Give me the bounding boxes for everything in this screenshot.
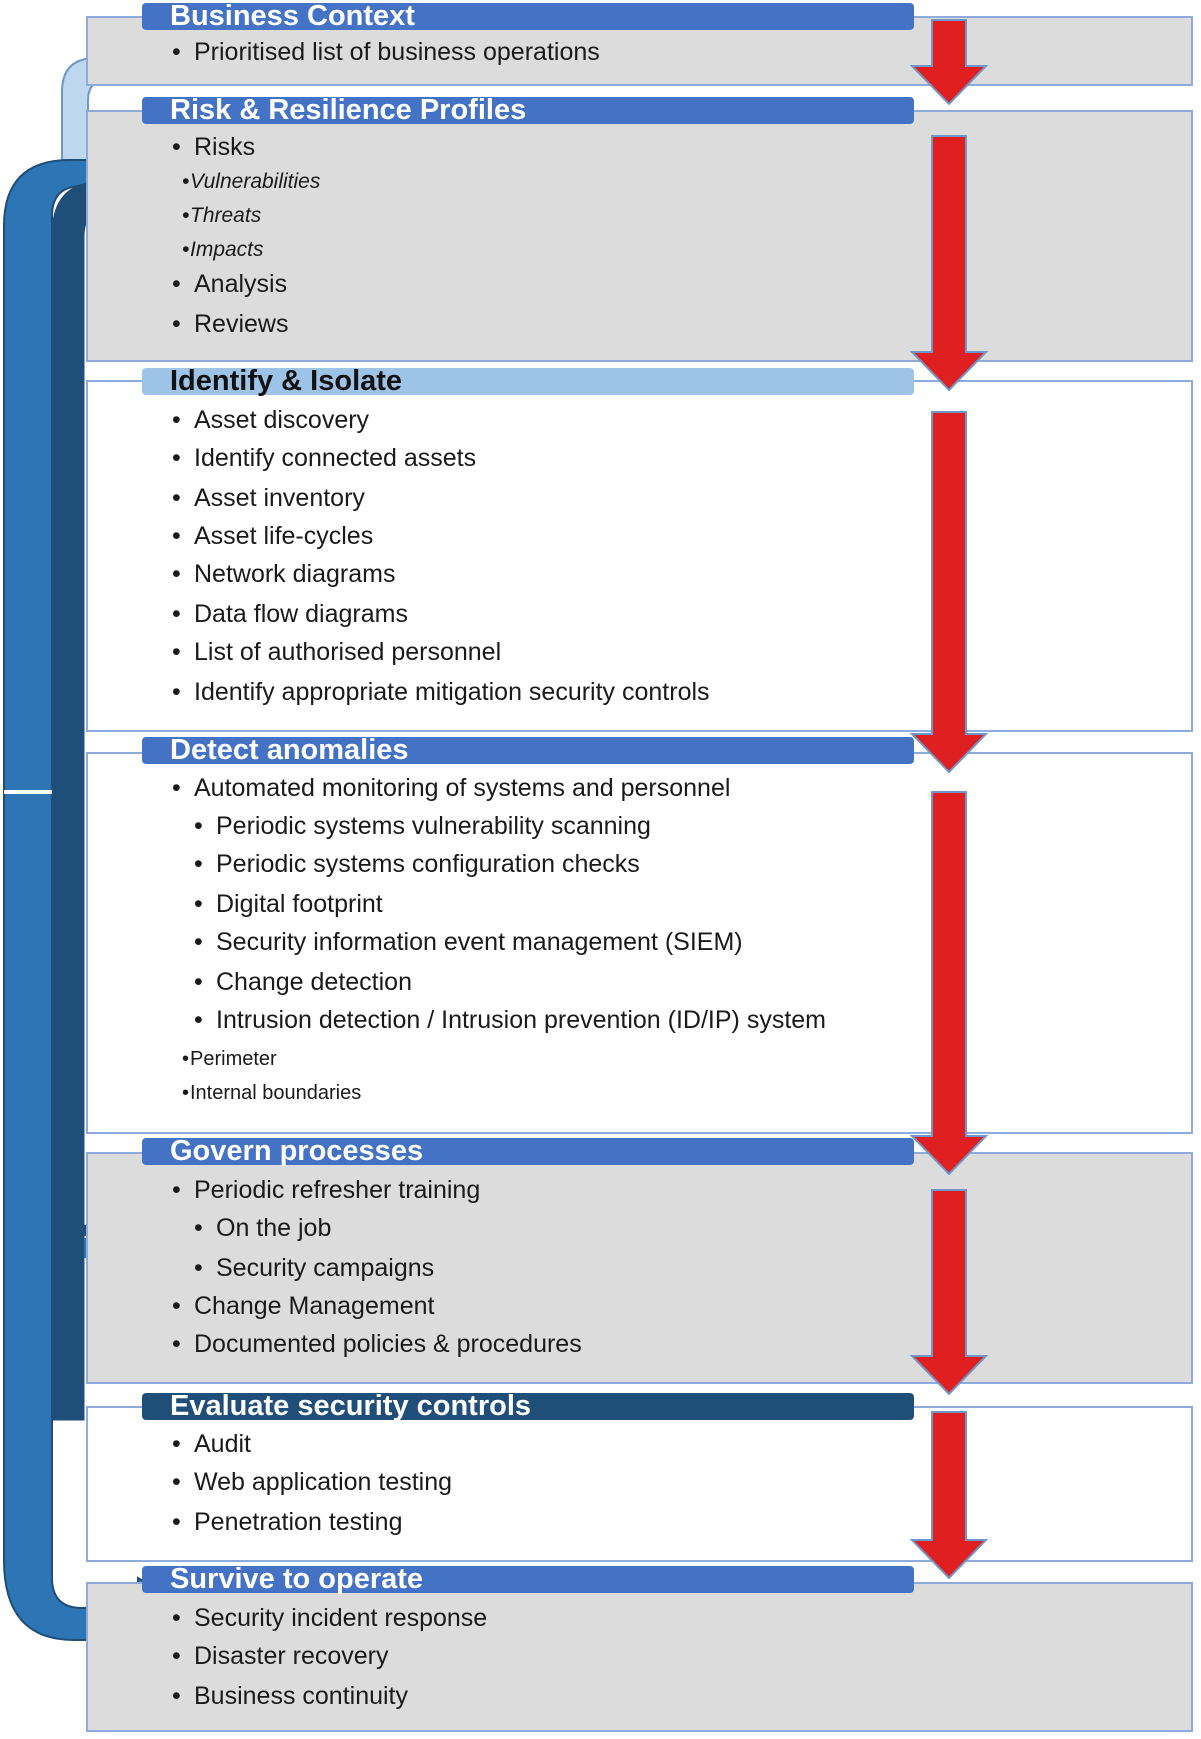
list-item: • Periodic systems vulnerability scanning [194,812,651,840]
header-evaluate-controls: Evaluate security controls [142,1393,914,1420]
list-item: •Vulnerabilities [182,170,321,193]
list-item: • Data flow diagrams [172,600,408,628]
list-item: • Asset inventory [172,484,365,512]
list-item: • Periodic systems configuration checks [194,850,640,878]
header-identify-isolate: Identify & Isolate [142,368,914,395]
list-item: • Reviews [172,310,289,338]
list-item: • List of authorised personnel [172,638,502,666]
list-item: • Penetration testing [172,1508,403,1536]
list-item: • Security incident response [172,1604,488,1632]
list-item: • Risks [172,133,256,161]
list-item: • Asset discovery [172,406,370,434]
list-item: • Digital footprint [194,890,383,918]
list-item: • Change detection [194,968,412,996]
header-govern-processes: Govern processes [142,1138,914,1165]
list-item: • Prioritised list of business operations [172,38,600,66]
list-item: • Asset life-cycles [172,522,374,550]
list-item: •Impacts [182,238,264,261]
list-item: • Security information event management (SIEM) [194,928,743,956]
list-item: • Change Management [172,1292,435,1320]
list-item: • Disaster recovery [172,1642,389,1670]
list-item: •Internal boundaries [182,1082,362,1104]
list-item: • Automated monitoring of systems and personnel [172,774,731,802]
header-detect-anomalies: Detect anomalies [142,737,914,764]
list-item: • Identify connected assets [172,444,477,472]
list-item: • Documented policies & procedures [172,1330,582,1358]
list-item: • Network diagrams [172,560,396,588]
header-business-context: Business Context [142,3,914,30]
list-item: • Security campaigns [194,1254,435,1282]
list-item: • Intrusion detection / Intrusion prevention (ID/IP) system [194,1006,826,1034]
list-item: •Perimeter [182,1048,277,1070]
list-item: • Business continuity [172,1682,409,1710]
list-item: • On the job [194,1214,332,1242]
list-item: • Web application testing [172,1468,453,1496]
list-item: • Identify appropriate mitigation security controls [172,678,710,706]
list-item: •Threats [182,204,262,227]
header-survive-operate: Survive to operate [142,1566,914,1593]
list-item: • Analysis [172,270,288,298]
header-risk-resilience: Risk & Resilience Profiles [142,97,914,124]
list-item: • Periodic refresher training [172,1176,481,1204]
list-item: • Audit [172,1430,251,1458]
